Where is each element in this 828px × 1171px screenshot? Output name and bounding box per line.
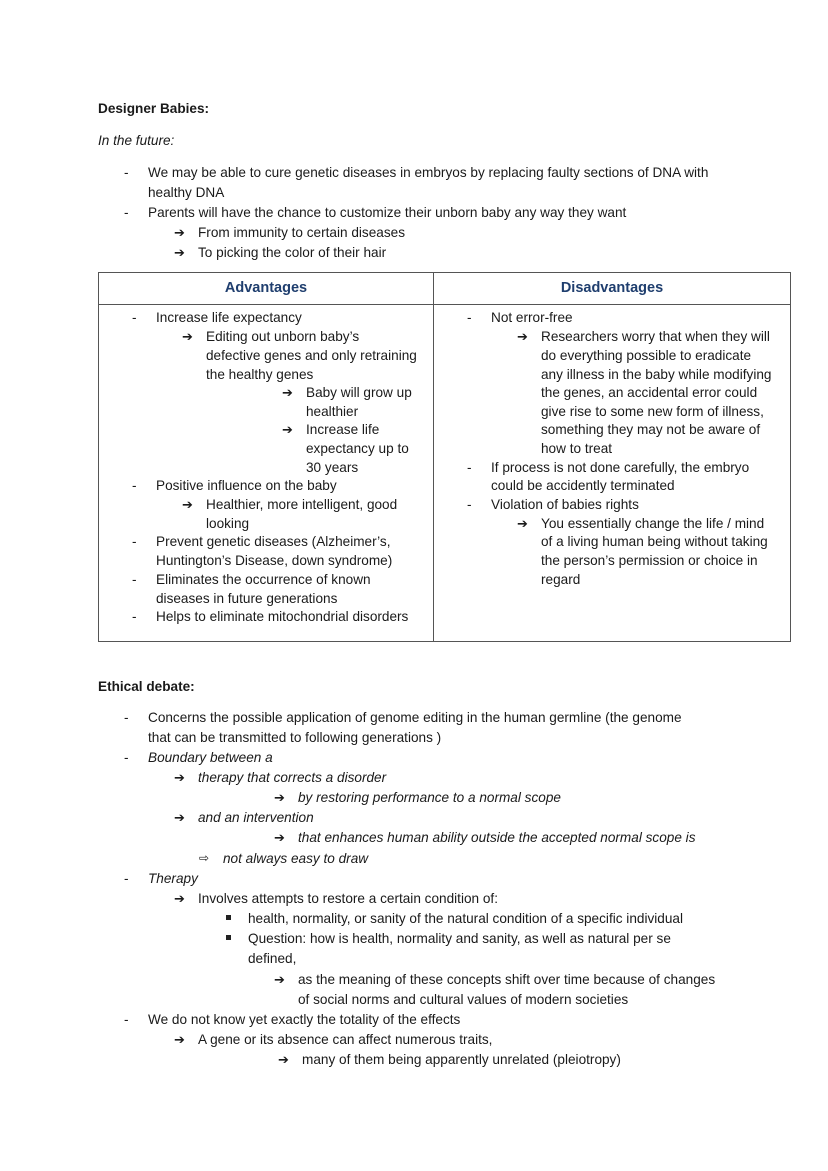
- future-subitem-1: From immunity to certain diseases: [198, 225, 405, 240]
- dash-bullet: -: [124, 871, 129, 886]
- adv-item-1a-line3: the healthy genes: [206, 367, 314, 382]
- ethical-question-line2: defined,: [248, 951, 297, 966]
- arrow-right-icon: ➔: [517, 516, 528, 531]
- ethical-totality: We do not know yet exactly the totality of the effects: [148, 1012, 461, 1027]
- ethical-health: health, normality, or sanity of the natural condition of a specific individual: [248, 911, 683, 926]
- dash-bullet: -: [132, 534, 137, 549]
- arrow-right-icon: ➔: [517, 329, 528, 344]
- ethical-therapy: Therapy: [148, 871, 198, 886]
- arrow-right-icon: ➔: [274, 790, 285, 805]
- adv-item-2a-line2: looking: [206, 516, 250, 531]
- dis-item-2-line1: If process is not done carefully, the embryo: [491, 460, 750, 475]
- arrow-right-icon: ➔: [182, 497, 193, 512]
- arrow-right-icon: ➔: [282, 422, 293, 437]
- dash-bullet: -: [467, 497, 472, 512]
- dash-bullet: -: [467, 310, 472, 325]
- dash-bullet: -: [124, 710, 129, 725]
- adv-item-3-line2: Huntington’s Disease, down syndrome): [156, 553, 393, 568]
- adv-item-1a1-line2: healthier: [306, 404, 359, 419]
- arrow-right-icon: ➔: [278, 1052, 289, 1067]
- adv-item-1a2-line2: expectancy up to: [306, 441, 409, 456]
- arrow-right-icon: ➔: [174, 245, 185, 260]
- ethical-therapy-line: therapy that corrects a disorder: [198, 770, 387, 785]
- adv-item-1a-line2: defective genes and only retraining: [206, 348, 417, 363]
- ethical-concerns-line1: Concerns the possible application of genome editing in the human germline (the genome: [148, 710, 682, 725]
- arrow-right-icon: ➔: [282, 385, 293, 400]
- dis-item-1a-line4: the genes, an accidental error could: [541, 385, 758, 400]
- adv-item-1a-line1: Editing out unborn baby’s: [206, 329, 360, 344]
- future-subitem-2: To picking the color of their hair: [198, 245, 387, 260]
- dis-item-1: Not error-free: [491, 310, 573, 325]
- dis-item-1a-line2: do everything possible to eradicate: [541, 348, 752, 363]
- dis-item-3a-line3: the person’s permission or choice in: [541, 553, 758, 568]
- arrow-right-icon: ➔: [182, 329, 193, 344]
- dash-bullet: -: [124, 165, 129, 180]
- dis-item-1a-line3: any illness in the baby while modifying: [541, 367, 772, 382]
- ethical-intervention: and an intervention: [198, 810, 314, 825]
- dash-bullet: -: [132, 609, 137, 624]
- arrow-right-icon: ➔: [174, 1032, 185, 1047]
- square-bullet: [226, 915, 231, 920]
- ethical-meaning-line2: of social norms and cultural values of modern societies: [298, 992, 629, 1007]
- dis-item-1a-line7: how to treat: [541, 441, 613, 456]
- ethical-heading: Ethical debate:: [98, 679, 195, 694]
- arrow-right-icon: ➔: [174, 810, 185, 825]
- dash-bullet: -: [124, 1012, 129, 1027]
- dash-bullet: -: [467, 460, 472, 475]
- future-item-1-cont: healthy DNA: [148, 185, 225, 200]
- ethical-restoring: by restoring performance to a normal scope: [298, 790, 561, 805]
- dash-bullet: -: [124, 205, 129, 220]
- adv-item-1a2-line3: 30 years: [306, 460, 359, 475]
- adv-item-2a-line1: Healthier, more intelligent, good: [206, 497, 398, 512]
- adv-item-5: Helps to eliminate mitochondrial disorders: [156, 609, 409, 624]
- adv-item-1a1-line1: Baby will grow up: [306, 385, 412, 400]
- dis-item-1a-line1: Researchers worry that when they will: [541, 329, 770, 344]
- ethical-boundary: Boundary between a: [148, 750, 273, 765]
- page-title: Designer Babies:: [98, 101, 210, 116]
- ethical-gene: A gene or its absence can affect numerous traits,: [198, 1032, 493, 1047]
- ethical-pleiotropy: many of them being apparently unrelated (pleiotropy): [302, 1052, 621, 1067]
- adv-item-1a2-line1: Increase life: [306, 422, 380, 437]
- dis-item-1a-line5: give rise to some new form of illness,: [541, 404, 764, 419]
- ethical-not-easy: not always easy to draw: [223, 851, 369, 866]
- hollow-arrow-icon: ⇨: [199, 851, 210, 865]
- arrow-right-icon: ➔: [274, 972, 285, 987]
- adv-item-2: Positive influence on the baby: [156, 478, 337, 493]
- ethical-meaning-line1: as the meaning of these concepts shift over time because of changes: [298, 972, 716, 987]
- dash-bullet: -: [132, 310, 137, 325]
- ethical-involves: Involves attempts to restore a certain condition of:: [198, 891, 498, 906]
- ethical-question-line1: Question: how is health, normality and sanity, as well as natural per se: [248, 931, 671, 946]
- adv-item-1: Increase life expectancy: [156, 310, 302, 325]
- advantages-header: Advantages: [99, 273, 434, 305]
- adv-item-3-line1: Prevent genetic diseases (Alzheimer’s,: [156, 534, 391, 549]
- future-item-1: We may be able to cure genetic diseases in embryos by replacing faulty sections of DNA with: [148, 165, 709, 180]
- adv-item-4-line1: Eliminates the occurrence of known: [156, 572, 371, 587]
- square-bullet: [226, 935, 231, 940]
- future-item-2: Parents will have the chance to customize their unborn baby any way they want: [148, 205, 627, 220]
- dash-bullet: -: [132, 478, 137, 493]
- dis-item-2-line2: could be accidently terminated: [491, 478, 675, 493]
- arrow-right-icon: ➔: [174, 225, 185, 240]
- dis-item-3a-line4: regard: [541, 572, 581, 587]
- ethical-enhances: that enhances human ability outside the accepted normal scope is: [298, 830, 696, 845]
- ethical-concerns-line2: that can be transmitted to following generations ): [148, 730, 442, 745]
- arrow-right-icon: ➔: [274, 830, 285, 845]
- dis-item-3: Violation of babies rights: [491, 497, 639, 512]
- future-label: In the future:: [98, 133, 175, 148]
- arrow-right-icon: ➔: [174, 770, 185, 785]
- dis-item-3a-line2: of a living human being without taking: [541, 534, 768, 549]
- dis-item-3a-line1: You essentially change the life / mind: [541, 516, 765, 531]
- arrow-right-icon: ➔: [174, 891, 185, 906]
- dis-item-1a-line6: something they may not be aware of: [541, 422, 761, 437]
- adv-item-4-line2: diseases in future generations: [156, 591, 338, 606]
- dash-bullet: -: [132, 572, 137, 587]
- disadvantages-header: Disadvantages: [434, 273, 791, 305]
- dash-bullet: -: [124, 750, 129, 765]
